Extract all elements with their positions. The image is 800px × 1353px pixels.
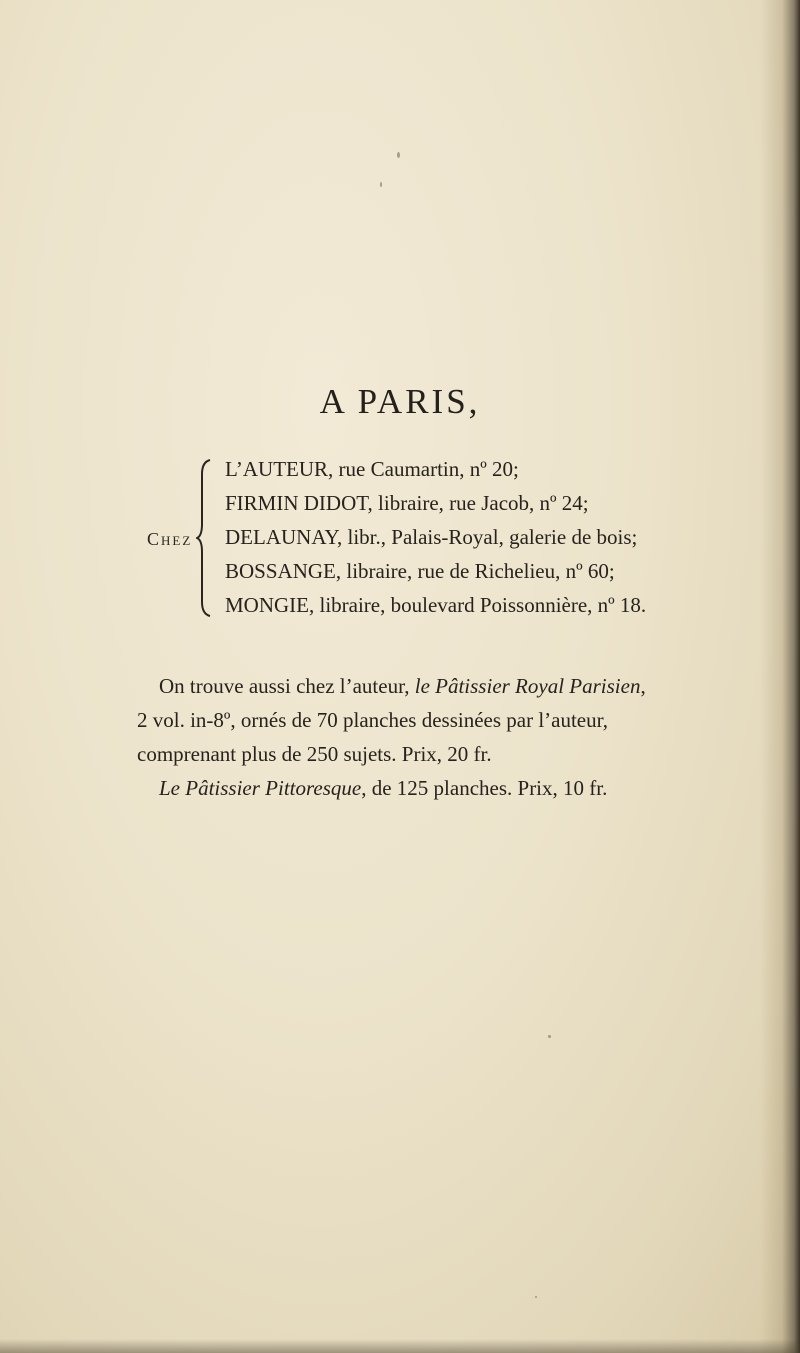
curly-brace-icon — [196, 458, 214, 618]
note-line — [137, 669, 757, 703]
note-text: , de 125 planches. Prix, 10 fr. — [361, 776, 608, 800]
note-line — [137, 771, 757, 805]
bookseller-list — [225, 452, 646, 622]
paper-speck — [535, 1296, 537, 1298]
paper-speck — [380, 182, 382, 187]
chez-label: Chez — [147, 529, 193, 549]
bottom-edge-shadow — [0, 1339, 800, 1353]
note-text: On trouve aussi chez l’auteur, — [159, 674, 415, 698]
note-line: 2 vol. in-8º, ornés de 70 planches dessinées par l’auteur, — [137, 708, 609, 732]
book-title: le Pâtissier Royal Parisien — [414, 674, 641, 698]
additional-works-note — [137, 669, 757, 805]
imprint-heading: A PARIS, — [319, 382, 481, 421]
note-line: comprenant plus de 250 sujets. Prix, 20 fr. — [137, 742, 492, 766]
bookseller-entry: MONGIE, libraire, boulevard Poissonnière, nº 18. — [225, 593, 647, 617]
bookseller-entry: DELAUNAY, libr., Palais-Royal, galerie de bois; — [225, 525, 638, 549]
binding-shadow — [760, 0, 800, 1353]
book-title: Le Pâtissier Pittoresque — [159, 776, 362, 800]
note-text: , — [640, 674, 646, 698]
paper-speck — [548, 1035, 551, 1038]
bookseller-entry: BOSSANGE, libraire, rue de Richelieu, nº 60; — [225, 559, 615, 583]
bookseller-entry: FIRMIN DIDOT, libraire, rue Jacob, nº 24; — [225, 491, 589, 515]
bookseller-entry: L’AUTEUR, rue Caumartin, nº 20; — [225, 457, 519, 481]
paper-speck — [397, 152, 400, 158]
